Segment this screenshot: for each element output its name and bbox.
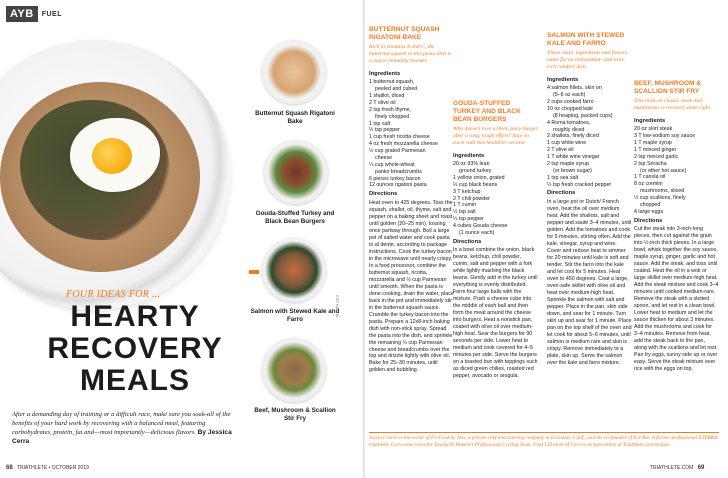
thumb-label-burgers: Gouda-Stuffed Turkey and Black Bean Burgers xyxy=(255,210,335,225)
directions-text: Cut the steak into 3-inch-long pieces, then cut against the grain into ½-inch thick pieces. In a large bowl, whisk together the soy sauce, maple syrup, ginger, garlic and hot sauce. Add the steak, and toss until coated. Heat the oil in a wok or large skillet over medium-high heat. Add the steak mixture and cook 3–4 minutes until cooked medium-rare. Remove the steak with a slotted spoon, and let rest in a clean bowl. Lower heat to medium and let the sauce thicken for about 3 minutes. Add the mushrooms and cook for 3–4 minutes. Remove from heat, add the steak back to the pan, along with the scallions and let rest. Pan fry eggs, sunny side up or over easy. Serve the steak mixture over rice with the eggs on top. xyxy=(634,226,719,372)
ingredient-item: 1 butternut squash, xyxy=(369,79,415,86)
directions-text: In a large pot or Dutch/ French oven, heat the oil over medium heat. Add the shallots, salt and pepper and sauté 3–4 minutes, until golden. Add the tomatoes and cook for 5 minutes, stirring often. Add the kale, vinegar, syrup and wine. Cover and reduce heat to simmer for 20 minutes until kale is soft and tender. Stir the farro into the kale and let cool for 5 minutes. Heat oven to 450 degrees. Coat a large, oven-safe skillet with olive oil and heat over medium-high heat. Sprinkle the salmon with salt and pepper. Place in the pan, skin side down, and sear for 1 minute. Turn skin up and sear for 1 minute. Place pan on the top shelf of the oven and let cook for about 5–6 minutes, until salmon is medium rare and skin is crispy. Remove immediately to a plate, skin up. Serve the salmon over the kale and farro mixture. xyxy=(547,198,632,366)
recipe-intro: This twist on classic steak and mushrooms is recovery done right. xyxy=(634,97,712,111)
ingredient-item: 1 T cumin xyxy=(453,202,477,209)
ingredient-item: 1 shallot, diced xyxy=(369,93,405,100)
beef-stirfry-photo xyxy=(262,338,326,402)
ingredient-item: 10 oz chopped kale xyxy=(547,105,593,112)
ingredient-item: (5–6 oz each) xyxy=(553,92,586,99)
ingredient-item: 4 oz fresh mozzarella cheese xyxy=(369,141,438,148)
ingredient-item: panko breadcrumbs xyxy=(375,168,422,175)
hero-egg-yolk xyxy=(92,138,132,174)
ingredient-item: ½ tsp pepper xyxy=(369,127,400,134)
recipe-column xyxy=(547,32,632,367)
ingredient-item: (or other hot sauce) xyxy=(640,167,687,174)
recipe-title: GOUDA-STUFFED TURKEY AND BLACK BEAN BURGERS xyxy=(453,100,521,123)
ingredient-item: 3 T ketchup xyxy=(453,188,481,195)
ingredient-item: 1 tsp sea salt xyxy=(547,174,579,181)
recipe-column xyxy=(369,26,454,374)
recipe-intro: Who doesn't love a thick, juicy burger after a long, tough effort? Stay on track with this healthier version. xyxy=(453,125,538,146)
ingredients-heading: Ingredients xyxy=(547,76,579,83)
section-subtitle: FUEL xyxy=(41,10,62,18)
ingredient-item: roughly diced xyxy=(553,126,585,133)
directions-heading: Directions xyxy=(547,190,576,197)
rigatoni-bake-photo xyxy=(262,40,326,104)
byline: By Jessica Cerra xyxy=(12,428,232,445)
ingredient-item: cheese xyxy=(375,154,393,161)
directions-heading: Directions xyxy=(369,191,398,198)
left-page-number: 68 xyxy=(6,465,13,471)
ingredient-item: ½ cup black beans xyxy=(453,181,498,188)
ingredient-item: ½ cup scallions, finely xyxy=(634,195,686,202)
headline-kicker: FOUR IDEAS FOR ... xyxy=(66,289,161,300)
ingredient-item: finely chopped xyxy=(375,113,410,120)
ingredient-item: peeled and cubed xyxy=(375,86,418,93)
recipe-column xyxy=(453,100,538,380)
ingredients-heading: Ingredients xyxy=(453,152,485,159)
turkey-burger-photo xyxy=(264,140,328,204)
ingredient-item: ground turkey xyxy=(459,168,492,175)
recipe-title: BUTTERNUT SQUASH RIGATONI BAKE xyxy=(369,26,440,41)
ingredient-item: mushrooms, sliced xyxy=(640,188,685,195)
salmon-farro-photo xyxy=(262,238,326,302)
directions-heading: Directions xyxy=(453,238,482,245)
ingredient-item: 20 oz skirt steak xyxy=(634,126,673,133)
right-folio-text: TRIATHLETE.COM xyxy=(650,465,694,471)
page-headline xyxy=(40,301,230,397)
recipe-intro: Rich in vitamins A and C, the butternut squash in this pasta dish is a major immunity booster. xyxy=(369,43,452,64)
ingredients-heading: Ingredients xyxy=(369,70,401,77)
ingredient-item: ½ tsp fresh cracked pepper xyxy=(547,181,612,188)
ingredient-item: 20 oz 93% lean xyxy=(453,161,490,168)
ingredient-item: 2 T olive oil xyxy=(547,147,574,154)
headline-line-2: RECOVERY xyxy=(47,332,223,365)
thumb-label-rigatoni: Butternut Squash Rigatoni Bake xyxy=(255,110,335,125)
ingredient-item: 2 shallots, finely diced xyxy=(547,133,599,140)
right-page-number: 69 xyxy=(697,465,705,471)
recipe-title: BEEF, MUSHROOM & SCALLION STIR FRY xyxy=(634,80,702,95)
ingredient-item: (8 heaping, packed cups) xyxy=(553,112,613,119)
ingredient-item: ½ cup grated Parmesan xyxy=(369,148,426,155)
ingredient-item: ¼ cup whole-wheat xyxy=(369,161,415,168)
article-dek xyxy=(12,411,240,447)
section-brand xyxy=(6,6,62,22)
ingredient-item: 1 tsp salt xyxy=(369,120,391,127)
directions-heading: Directions xyxy=(634,217,663,224)
ingredient-item: 4 salmon fillets, skin on xyxy=(547,85,602,92)
author-bio: Jessica Cerra is the owner of Fit Food by Jess, a private chef and catering company in Encinitas, Calif., and the co-founder of Irie Bar. A former professional XTERRA triathlete, Cerra now races for Twenty16 Women's Professional Cycling Team. Find 150 more of Cerra's recipes online at Triathlete.com/recipes. xyxy=(369,432,719,449)
ingredients-heading: Ingredients xyxy=(634,117,666,124)
ingredient-item: 1 T white wine vinegar xyxy=(547,154,600,161)
ingredient-item: 2 cups cooked farro xyxy=(547,99,594,106)
ingredients-list xyxy=(453,161,538,237)
ingredient-item: 1 T canola oil xyxy=(634,174,666,181)
right-folio xyxy=(650,465,704,471)
ingredient-item: 1 yellow onion, grated xyxy=(453,174,505,181)
dek-text: After a demanding day of training or a difficult race, make sure you soak-all of the benefits of your hard work by recovering with a balanced meal, featuring carbohydrates, protein, fat and—most importantly—delicious flavors. xyxy=(12,411,231,436)
left-folio xyxy=(6,465,89,471)
ingredient-item: 8 oz cremini xyxy=(634,181,663,188)
ingredient-item: 2 tsp maple syrup xyxy=(547,160,589,167)
ingredient-item: 2 tsp minced garlic xyxy=(634,153,679,160)
left-folio-text: TRIATHLETE • OCTOBER 2019 xyxy=(17,465,89,471)
recipe-intro: These rustic ingredients and flavors make for an antioxidant- and iron-rich comfort dish. xyxy=(547,49,628,70)
ingredient-item: 1 cup white wine xyxy=(547,140,587,147)
ingredient-item: 1 cup fresh ricotta cheese xyxy=(369,134,430,141)
ingredient-item: 1 T minced ginger xyxy=(634,146,677,153)
directions-text: In a bowl combine the onion, black beans, ketchup, chili powder, cumin, salt and pepper with a fork while lightly mashing the black beans. Gently add in the turkey until everything is evenly distributed. Form four large balls with the mixture. Push a cheese cube into the middle of each ball and then form the meat around the cheese into burgers. Heat a nonstick pan, coated with olive oil over medium-high heat. Sear the burgers for 90 seconds per side. Lower heat to medium and cook covered for 4–5 minutes per side. Serve the burgers on a toasted bun with toppings such as diced green chilies, roasted red pepper, avocado or arugula. xyxy=(453,247,538,380)
thumb-label-stirfry: Beef, Mushroom & Scallion Stir Fry xyxy=(254,407,336,422)
ingredient-item: chopped xyxy=(640,201,661,208)
ingredient-item: (or brown sugar) xyxy=(553,167,592,174)
accent-marker xyxy=(249,270,259,274)
ingredient-item: 2 T chili powder xyxy=(453,195,490,202)
ingredient-item: 2 T olive oil xyxy=(369,99,396,106)
ingredient-item: 4 large eggs xyxy=(634,208,664,215)
directions-text: Heat oven to 425 degrees. Toss the squash, shallot, oil, thyme, salt and pepper on a baking sheet and roast until golden (20–25 min), tossing once partway through. Boil a large pot of salted water and cook pasta to al dente, according to package instructions. Cook the turkey bacon in the microwave until nearly crispy. In a food processor, combine the butternut squash, ricotta, mozzarella and ½ cup Parmesan until smooth. When the pasta is done cooking, drain the water, place back in the pot and immediately stir in the butternut squash sauce. Crumble the turkey bacon into the pasta. Prepare a 12x8-inch baking dish with non-stick spray. Spread the pasta into the dish, and sprinkle the remaining ¼ cup Parmesan cheese and breadcrumbs over the top and drizzle lightly with olive oil. Bake for 25–30 minutes, until golden and bubbling. xyxy=(369,199,454,374)
ingredient-item: (1 ounce each) xyxy=(459,229,495,236)
photo-credit: CATHAL W. xyxy=(335,295,340,319)
ingredient-item: 2 tsp fresh thyme, xyxy=(369,106,412,113)
ingredient-item: 4 Roma tomatoes, xyxy=(547,119,591,126)
page-gutter xyxy=(363,0,365,478)
ingredient-item: 4 cubes Gouda cheese xyxy=(453,223,508,230)
headline-line-1: HEARTY xyxy=(70,300,200,333)
ingredients-list xyxy=(547,85,632,188)
ingredient-item: 6 pieces turkey bacon xyxy=(369,175,421,182)
thumb-label-salmon: Salmon with Stewed Kale and Farro xyxy=(250,308,340,323)
ingredients-list xyxy=(634,126,719,215)
headline-line-3: MEALS xyxy=(80,364,190,397)
ingredient-item: 2 tsp Sriracha xyxy=(634,160,667,167)
section-logo: AYB xyxy=(6,6,38,22)
recipe-column xyxy=(634,80,719,373)
ingredient-item: ¼ tsp pepper xyxy=(453,216,484,223)
ingredient-item: 1 T maple syrup xyxy=(634,140,672,147)
ingredient-item: 3 T low-sodium soy sauce xyxy=(634,133,696,140)
recipe-title: SALMON WITH STEWED KALE AND FARRO xyxy=(547,32,625,47)
ingredients-list xyxy=(369,79,454,189)
ingredient-item: 12 ounces rigatoni pasta xyxy=(369,182,427,189)
ingredient-item: ½ tsp salt xyxy=(453,209,476,216)
